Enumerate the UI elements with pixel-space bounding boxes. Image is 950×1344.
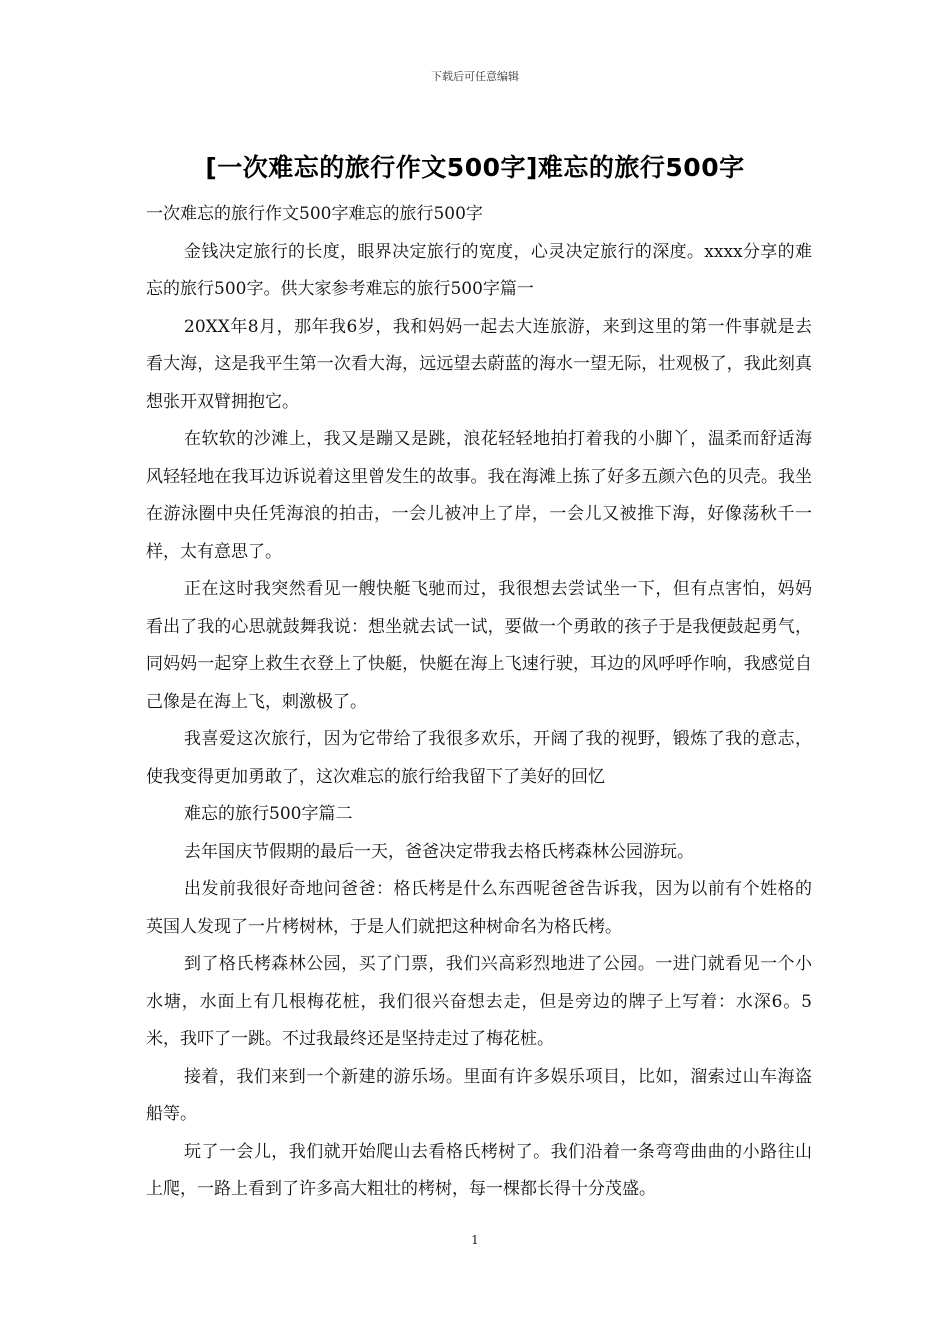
paragraph: 一次难忘的旅行作文500字难忘的旅行500字: [146, 204, 483, 224]
paragraph: 金钱决定旅行的长度，眼界决定旅行的宽度，心灵决定旅行的深度。xxxx分享的难忘的旅行500字。供大家参考难忘的旅行500字篇一: [146, 241, 812, 299]
paragraph: 到了格氏栲森林公园，买了门票，我们兴高彩烈地进了公园。一进门就看见一个小水塘，水面上有几根梅花桩，我们很兴奋想去走，但是旁边的牌子上写着：水深6。5米，我吓了一跳。不过我最终还是坚持走过了梅花桩。: [146, 954, 812, 1049]
paragraph: 20XX年8月，那年我6岁，我和妈妈一起去大连旅游，来到这里的第一件事就是去看大海，这是我平生第一次看大海，远远望去蔚蓝的海水一望无际，壮观极了，我此刻真想张开双臂拥抱它。: [146, 316, 812, 412]
document-title: [一次难忘的旅行作文500字]难忘的旅行500字: [205, 153, 745, 182]
header-note: 下载后可任意编辑: [431, 70, 519, 83]
paragraph: 在软软的沙滩上，我又是蹦又是跳，浪花轻轻地拍打着我的小脚丫，温柔而舒适海风轻轻地在我耳边诉说着这里曾发生的故事。我在海滩上拣了好多五颜六色的贝壳。我坐在游泳圈中央任凭海浪的拍击，一会儿被冲上了岸，一会儿又被推下海，好像荡秋千一样，太有意思了。: [146, 429, 812, 562]
paragraph: 接着，我们来到一个新建的游乐场。里面有许多娱乐项目，比如，溜索过山车海盗船等。: [146, 1066, 812, 1124]
section-heading: 难忘的旅行500字篇二: [184, 804, 353, 824]
document-body: [146, 196, 812, 1209]
paragraph: 玩了一会儿，我们就开始爬山去看格氏栲树了。我们沿着一条弯弯曲曲的小路往山上爬，一路上看到了许多高大粗壮的栲树，每一棵都长得十分茂盛。: [146, 1141, 812, 1199]
paragraph: 去年国庆节假期的最后一天，爸爸决定带我去格氏栲森林公园游玩。: [184, 841, 694, 862]
paragraph: 正在这时我突然看见一艘快艇飞驰而过，我很想去尝试坐一下，但有点害怕，妈妈看出了我的心思就鼓舞我说：想坐就去试一试，要做一个勇敢的孩子于是我便鼓起勇气，同妈妈一起穿上救生衣登上了快艇，快艇在海上飞速行驶，耳边的风呼呼作响，我感觉自己像是在海上飞，刺激极了。: [146, 579, 812, 712]
paragraph: 我喜爱这次旅行，因为它带给了我很多欢乐，开阔了我的视野，锻炼了我的意志，使我变得更加勇敢了，这次难忘的旅行给我留下了美好的回忆: [146, 729, 812, 787]
paragraph: 出发前我很好奇地问爸爸：格氏栲是什么东西呢爸爸告诉我，因为以前有个姓格的英国人发现了一片栲树林，于是人们就把这种树命名为格氏栲。: [146, 879, 812, 937]
page-number: 1: [471, 1233, 479, 1247]
